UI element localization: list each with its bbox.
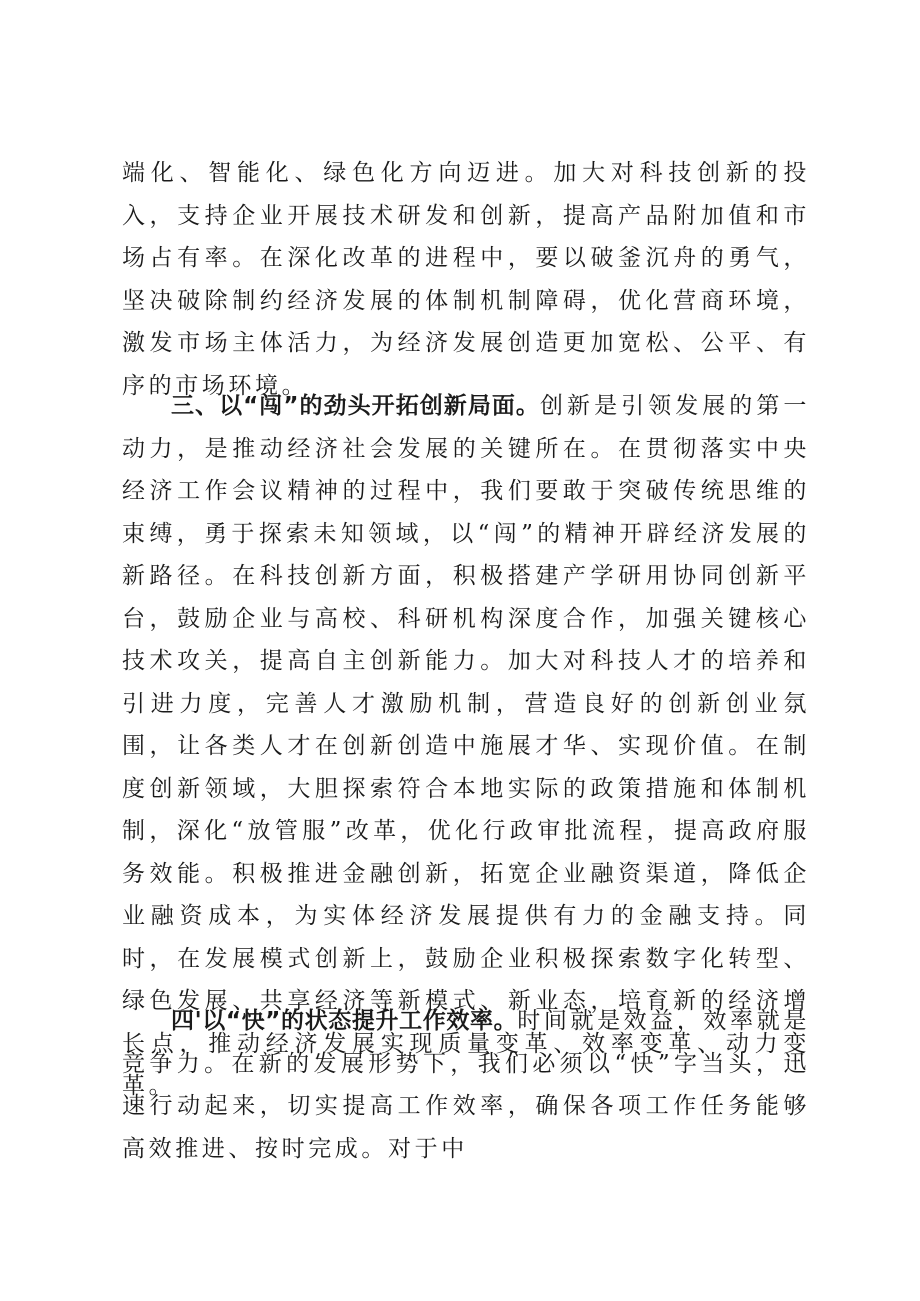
section-heading: 三、以“闯”的劲头开拓创新局面。 <box>171 393 540 419</box>
section-heading: 四'以“快”的状态提升工作效率。 <box>171 1008 518 1034</box>
paragraph-body: 时间就是效益，效率就是竞争力。在新的发展形势下，我们必须以“快”字当头，迅速行动起来，切实提高工作效率，确保各项工作任务能够高效推进、按时完成。对于中 <box>122 1008 811 1162</box>
paragraph-body: 创新是引领发展的第一动力，是推动经济社会发展的关键所在。在贯彻落实中央经济工作会议精神的过程中，我们要敢于突破传统思维的束缚，勇于探索未知领域，以“闯”的精神开辟经济发展的新路径。在科技创新方面，积极搭建产学研用协同创新平台，鼓励企业与高校、科研机构深度合作，加强关键核心技术攻关，提高自主创新能力。加大对科技人才的培养和引进力度，完善人才激励机制，营造良好的创新创业氛围，让各类人才在创新创造中施展才华、实现价值。在制度创新领域，大胆探索符合本地实际的政策措施和体制机制，深化“放管服”改革，优化行政审批流程，提高政府服务效能。积极推进金融创新，拓宽企业融资渠道，降低企业融资成本，为实体经济发展提供有力的金融支持。同时，在发展模式创新上，鼓励企业积极探索数字化转型、绿色发展、共享经济等新模式、新业态，培育新的经济增长点，推动经济发展实现质量变革、效率变革、动力变革。 <box>122 393 811 1099</box>
paragraph-section-four <box>122 1000 810 1170</box>
paragraph <box>122 1000 810 1170</box>
paragraph-continuation <box>122 152 810 407</box>
paragraph-body: 端化、智能化、绿色化方向迈进。加大对科技创新的投入，支持企业开展技术研发和创新，提高产品附加值和市场占有率。在深化改革的进程中，要以破釜沉舟的勇气，坚决破除制约经济发展的体制机制障碍，优化营商环境，激发市场主体活力，为经济发展创造更加宽松、公平、有序的市场环境。 <box>122 160 810 399</box>
